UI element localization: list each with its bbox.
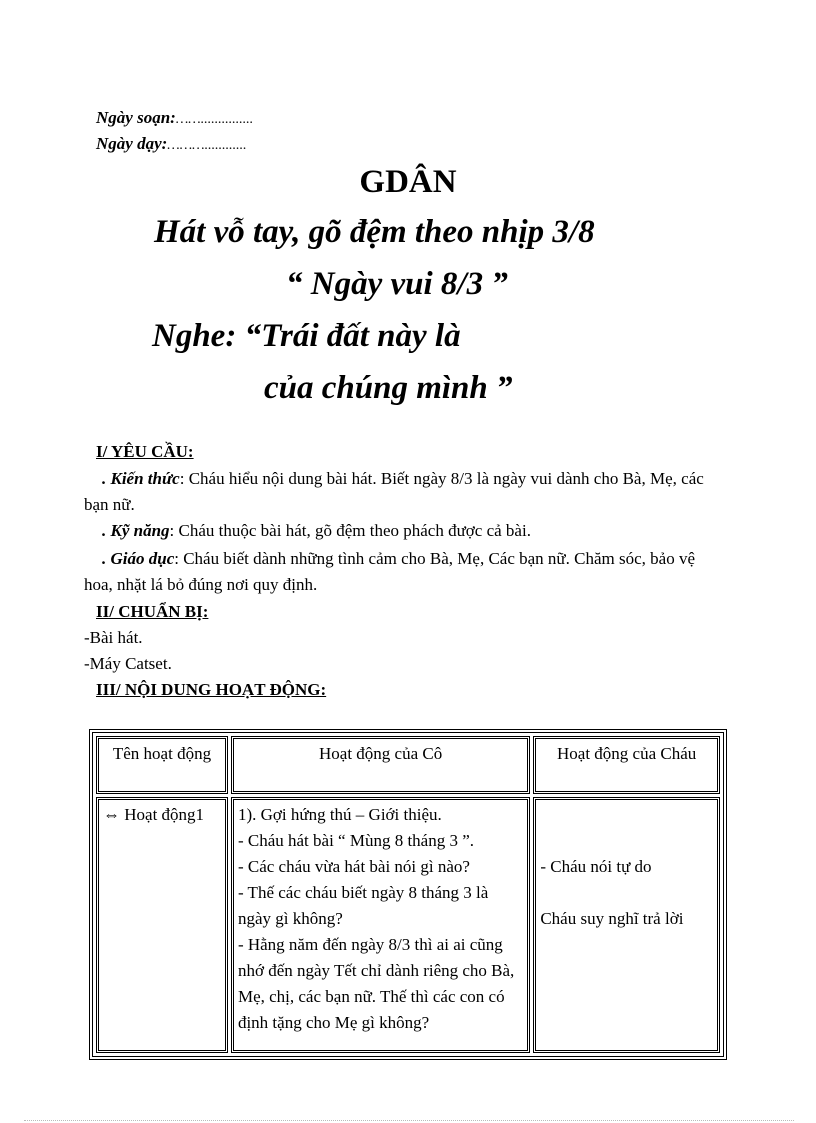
table-row bbox=[96, 797, 720, 1053]
page-bottom-divider bbox=[24, 1120, 794, 1121]
education-text: : Cháu biết dành những tình cảm cho Bà, Mẹ, Các bạn nữ. Chăm sóc, bảo vệ hoa, nhặt lá bỏ đúng nơi quy định. bbox=[84, 549, 696, 594]
child-line-1: - Cháu nói tự do bbox=[540, 857, 652, 876]
prep-date bbox=[96, 108, 253, 128]
teacher-line-4: - Thế các cháu biết ngày 8 tháng 3 là ngày gì không? bbox=[237, 883, 489, 928]
activity-name-cell: ⇔ Hoạt động1 bbox=[96, 797, 228, 1053]
activity-table bbox=[89, 729, 727, 1060]
col-header-teacher-activity: Hoạt động của Cô bbox=[231, 736, 530, 794]
title-line-4: của chúng mình ” bbox=[264, 370, 513, 406]
knowledge-text: : Cháu hiểu nội dung bài hát. Biết ngày 8/3 là ngày vui dành cho Bà, Mẹ, các bạn nữ. bbox=[84, 469, 704, 514]
teacher-line-2: - Cháu hát bài “ Mùng 8 tháng 3 ”. bbox=[237, 831, 475, 850]
section-activities-heading: III/ NỘI DUNG HOẠT ĐỘNG: bbox=[96, 680, 327, 699]
teacher-line-1: 1). Gợi hứng thú – Giới thiệu. bbox=[237, 805, 442, 824]
knowledge-paragraph bbox=[84, 466, 724, 518]
teach-date bbox=[96, 134, 247, 154]
prep-item-2: -Máy Catset. bbox=[84, 654, 172, 673]
skill-paragraph bbox=[84, 518, 724, 544]
section-requirements-heading: I/ YÊU CẦU: bbox=[96, 442, 194, 461]
col-header-activity-name: Tên hoạt động bbox=[96, 736, 228, 794]
skill-label: . Kỹ năng bbox=[102, 521, 170, 540]
prep-date-label: Ngày soạn: bbox=[96, 108, 176, 127]
title-line-1: Hát vỗ tay, gõ đệm theo nhịp 3/8 bbox=[154, 214, 595, 250]
education-paragraph bbox=[84, 546, 724, 598]
knowledge-label: . Kiến thức bbox=[102, 469, 180, 488]
teacher-line-5: - Hằng năm đến ngày 8/3 thì ai ai cũng nhớ đến ngày Tết chỉ dành riêng cho Bà, Mẹ, chị, các bạn nữ. Thế thì các con có định tặng cho Mẹ gì không? bbox=[237, 935, 515, 1032]
section-preparation-heading: II/ CHUẨN BỊ: bbox=[96, 602, 209, 621]
prep-item-1: -Bài hát. bbox=[84, 628, 143, 647]
prep-date-dots: ……............... bbox=[175, 112, 254, 127]
subject-title: GDÂN bbox=[359, 164, 457, 200]
teach-date-label: Ngày dạy: bbox=[96, 134, 168, 153]
education-label: . Giáo dục bbox=[102, 549, 175, 568]
title-line-2: “ Ngày vui 8/3 ” bbox=[286, 266, 508, 302]
teacher-line-3: - Các cháu vừa hát bài nói gì nào? bbox=[237, 857, 470, 876]
title-line-3: Nghe: “Trái đất này là bbox=[152, 318, 461, 354]
teacher-activity-cell bbox=[231, 797, 530, 1053]
skill-text: : Cháu thuộc bài hát, gõ đệm theo phách được cả bài. bbox=[169, 521, 531, 540]
child-activity-cell bbox=[533, 797, 720, 1053]
child-line-2: Cháu suy nghĩ trả lời bbox=[540, 909, 684, 928]
col-header-child-activity: Hoạt động của Cháu bbox=[533, 736, 720, 794]
teach-date-dots: ………............ bbox=[167, 138, 247, 153]
